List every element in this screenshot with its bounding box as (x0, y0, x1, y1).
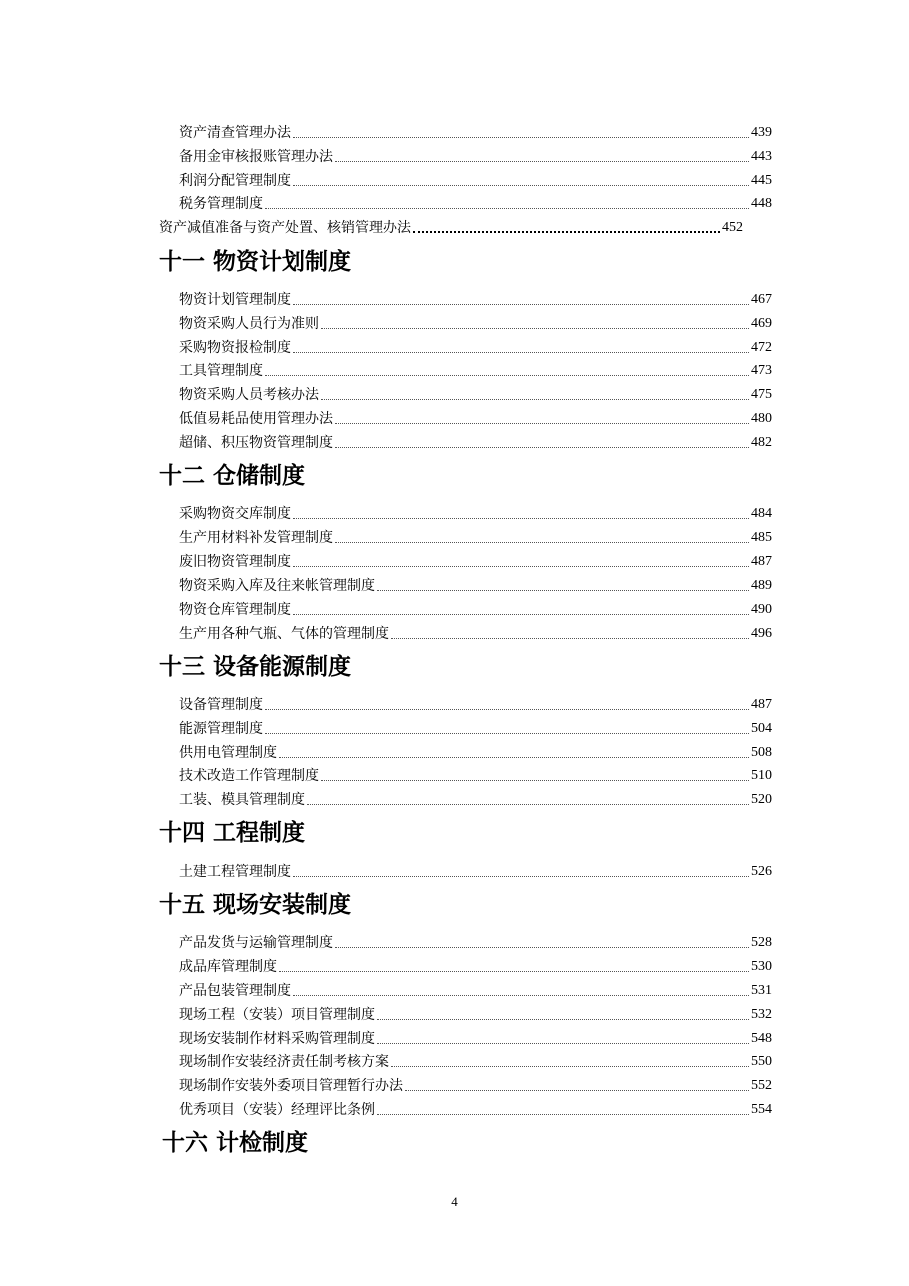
toc-entry-page: 548 (751, 1031, 772, 1046)
toc-entry-page: 480 (751, 411, 772, 426)
section-heading[interactable] (159, 463, 305, 489)
toc-entry-title: 现场安装制作材料采购管理制度 (179, 1031, 375, 1047)
dot-leader (321, 398, 749, 400)
toc-entry[interactable] (179, 310, 772, 332)
toc-entry[interactable] (179, 1001, 772, 1023)
dot-leader (293, 994, 749, 996)
toc-entry[interactable] (179, 548, 772, 570)
toc-entry-page: 473 (751, 363, 772, 378)
toc-entry[interactable] (179, 762, 772, 784)
toc-entry-page: 532 (751, 1007, 772, 1022)
dot-leader (321, 327, 749, 329)
toc-entry[interactable] (179, 953, 772, 975)
toc-entry-title: 资产减值准备与资产处置、核销管理办法 (159, 220, 411, 236)
toc-entry-title: 现场工程（安装）项目管理制度 (179, 1007, 375, 1023)
toc-entry-title: 利润分配管理制度 (179, 173, 291, 189)
dot-leader (321, 779, 749, 781)
section-title: 工程制度 (213, 820, 305, 846)
dot-leader (335, 422, 749, 424)
dot-leader (335, 160, 749, 162)
toc-entry-title: 物资仓库管理制度 (179, 602, 291, 618)
section-number: 十二 (159, 463, 205, 489)
section-number: 十五 (159, 892, 205, 918)
toc-entry-title: 供用电管理制度 (179, 745, 277, 761)
toc-entry[interactable] (179, 143, 772, 165)
toc-entry-page: 482 (751, 435, 772, 450)
toc-entry-page: 472 (751, 340, 772, 355)
dot-leader (293, 136, 749, 138)
toc-entry-title: 备用金审核报账管理办法 (179, 149, 333, 165)
toc-entry-page: 489 (751, 578, 772, 593)
toc-entry[interactable] (179, 739, 772, 761)
toc-entry-title: 能源管理制度 (179, 721, 263, 737)
dot-leader (377, 1018, 749, 1020)
dot-leader (265, 732, 749, 734)
toc-entry-title: 采购物资交库制度 (179, 506, 291, 522)
page-number: 4 (451, 1194, 458, 1209)
toc-entry-title: 物资计划管理制度 (179, 292, 291, 308)
section-heading[interactable] (159, 892, 351, 918)
toc-entry-page: 485 (751, 530, 772, 545)
toc-entry[interactable] (179, 1048, 772, 1070)
toc-entry-title: 生产用材料补发管理制度 (179, 530, 333, 546)
toc-entry[interactable] (179, 1096, 772, 1118)
toc-entry-title: 资产清查管理办法 (179, 125, 291, 141)
dot-leader (279, 756, 749, 758)
dot-leader (265, 374, 749, 376)
dot-leader (293, 351, 749, 353)
dot-leader (377, 589, 749, 591)
toc-entry-page: 487 (751, 554, 772, 569)
toc-entry[interactable] (179, 405, 772, 427)
section-heading[interactable] (159, 820, 305, 846)
toc-entry-page: 526 (751, 864, 772, 879)
toc-entry[interactable] (179, 429, 772, 451)
toc-entry-title: 现场制作安装经济责任制考核方案 (179, 1054, 389, 1070)
toc-entry-title: 采购物资报检制度 (179, 340, 291, 356)
toc-entry-page: 504 (751, 721, 772, 736)
toc-entry-title: 设备管理制度 (179, 697, 263, 713)
dot-leader (293, 184, 749, 186)
toc-entry[interactable] (179, 1072, 772, 1094)
toc-entry-title: 工装、模具管理制度 (179, 792, 305, 808)
toc-entry[interactable] (179, 715, 772, 737)
section-number: 十六 (162, 1130, 208, 1156)
toc-entry-page: 531 (751, 983, 772, 998)
toc-entry-page: 439 (751, 125, 772, 140)
dot-leader (405, 1089, 749, 1091)
toc-entry[interactable] (179, 1025, 772, 1047)
toc-entry[interactable] (179, 119, 772, 141)
toc-entry-title: 物资采购人员行为准则 (179, 316, 319, 332)
dot-leader (279, 970, 749, 972)
toc-entry-page: 448 (751, 196, 772, 211)
dot-leader (293, 303, 749, 305)
toc-entry[interactable] (179, 334, 772, 356)
toc-entry-title: 物资采购入库及往来帐管理制度 (179, 578, 375, 594)
dot-leader (377, 1113, 749, 1115)
toc-entry[interactable] (179, 786, 772, 808)
section-title: 设备能源制度 (213, 654, 351, 680)
dot-leader (391, 1065, 749, 1067)
toc-entry-page: 530 (751, 959, 772, 974)
section-heading[interactable] (159, 654, 351, 680)
section-title: 物资计划制度 (213, 249, 351, 275)
section-number: 十四 (159, 820, 205, 846)
toc-entry-page: 554 (751, 1102, 772, 1117)
toc-entry[interactable] (179, 858, 772, 880)
dot-leader (335, 541, 749, 543)
toc-entry[interactable] (179, 572, 772, 594)
section-number: 十一 (159, 249, 205, 275)
toc-entry-page: 552 (751, 1078, 772, 1093)
toc-entry[interactable] (179, 929, 772, 951)
toc-entry[interactable] (179, 691, 772, 713)
toc-entry-page: 508 (751, 745, 772, 760)
toc-entry[interactable] (179, 977, 772, 999)
toc-entry-page: 487 (751, 697, 772, 712)
toc-entry-title: 物资采购人员考核办法 (179, 387, 319, 403)
dot-leader (413, 230, 720, 233)
toc-entry[interactable] (179, 286, 772, 308)
dot-leader (293, 613, 749, 615)
dot-leader (293, 565, 749, 567)
toc-entry-title: 成品库管理制度 (179, 959, 277, 975)
toc-entry-page: 443 (751, 149, 772, 164)
toc-entry-title: 税务管理制度 (179, 196, 263, 212)
toc-entry-title: 技术改造工作管理制度 (179, 768, 319, 784)
dot-leader (293, 517, 749, 519)
dot-leader (335, 946, 749, 948)
section-heading[interactable] (162, 1130, 308, 1156)
section-title: 计检制度 (216, 1130, 308, 1156)
toc-entry[interactable] (159, 214, 743, 236)
toc-entry-page: 469 (751, 316, 772, 331)
dot-leader (265, 207, 749, 209)
toc-entry-title: 土建工程管理制度 (179, 864, 291, 880)
toc-entry-title: 低值易耗品使用管理办法 (179, 411, 333, 427)
dot-leader (307, 803, 749, 805)
section-heading[interactable] (159, 249, 351, 275)
section-title: 现场安装制度 (213, 892, 351, 918)
toc-entry[interactable] (179, 620, 772, 642)
toc-entry[interactable] (179, 596, 772, 618)
toc-entry-page: 484 (751, 506, 772, 521)
toc-entry-title: 超储、积压物资管理制度 (179, 435, 333, 451)
toc-entry[interactable] (179, 357, 772, 379)
toc-entry-title: 产品发货与运输管理制度 (179, 935, 333, 951)
dot-leader (265, 708, 749, 710)
dot-leader (391, 637, 749, 639)
toc-entry-title: 废旧物资管理制度 (179, 554, 291, 570)
section-number: 十三 (159, 654, 205, 680)
toc-entry-page: 452 (722, 220, 743, 235)
toc-entry-page: 510 (751, 768, 772, 783)
toc-entry[interactable] (179, 524, 772, 546)
toc-entry-page: 520 (751, 792, 772, 807)
toc-entry[interactable] (179, 500, 772, 522)
toc-entry-title: 生产用各种气瓶、气体的管理制度 (179, 626, 389, 642)
toc-entry-title: 产品包装管理制度 (179, 983, 291, 999)
toc-entry-page: 475 (751, 387, 772, 402)
section-title: 仓储制度 (213, 463, 305, 489)
dot-leader (293, 875, 749, 877)
toc-entry-title: 现场制作安装外委项目管理暂行办法 (179, 1078, 403, 1094)
toc-entry[interactable] (179, 190, 772, 212)
toc-entry-page: 445 (751, 173, 772, 188)
dot-leader (377, 1042, 749, 1044)
toc-entry-title: 工具管理制度 (179, 363, 263, 379)
toc-entry-page: 496 (751, 626, 772, 641)
toc-entry-page: 528 (751, 935, 772, 950)
toc-entry-page: 467 (751, 292, 772, 307)
toc-entry-title: 优秀项目（安装）经理评比条例 (179, 1102, 375, 1118)
toc-entry-page: 550 (751, 1054, 772, 1069)
toc-entry[interactable] (179, 381, 772, 403)
toc-entry-page: 490 (751, 602, 772, 617)
dot-leader (335, 446, 749, 448)
toc-entry[interactable] (179, 167, 772, 189)
